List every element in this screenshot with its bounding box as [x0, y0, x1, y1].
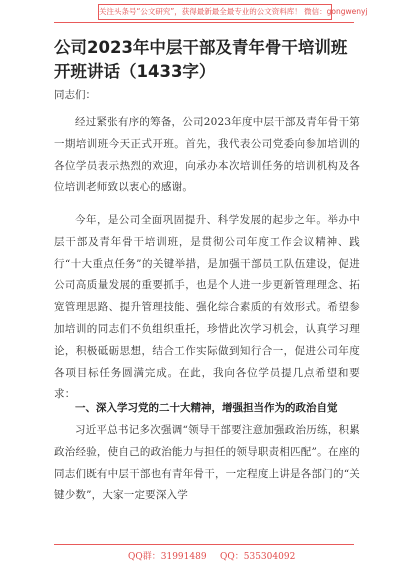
footer-divider	[54, 544, 354, 545]
body-paragraph-3: 习近平总书记多次强调“领导干部要注意加强政治历练，积累政治经验，使自己的政治能力与担任的领导职责相匹配”。在座的同志们既有中层干部也有青年骨干，一定程度上讲是各部门的“关键少数”，大家一定要深入学	[54, 424, 360, 502]
footer-qq-number: QQ：535304092	[220, 552, 296, 562]
salutation: 同志们：	[54, 89, 96, 101]
footer-qq-group: QQ群：31991489	[128, 552, 207, 562]
document-title: 公司2023年中层干部及青年骨干培训班开班讲话（1433字）	[54, 38, 348, 81]
page-footer	[0, 547, 408, 563]
body-paragraph-2: 今年，是公司全面巩固提升、科学发展的起步之年。举办中层干部及青年骨干培训班，是贯彻公司年度工作会议精神、践行“十大重点任务”的关键举措，是加强干部员工队伍建设，促进公司高质量发展的重要抓手，也是个人进一步更新管理理念、拓宽管理思路、提升管理技能、强化综合素质的有效形式。希望参加培训的同志们不负组织重托，珍惜此次学习机会，认真学习理论，积极砥砺思想，结合工作实际做到知行合一，促进公司年度各项目标任务圆满完成。在此，我向各位学员提几点希望和要求：	[54, 214, 360, 401]
promo-banner: 关注头条号“公文研究”，获得最新最全最专业的公文资料库！ 微信：gongwenyj	[98, 4, 332, 20]
header-divider	[54, 22, 354, 23]
body-paragraph-1: 经过紧张有序的筹备，公司2023年度中层干部及青年骨干第一期培训班今天正式开班。首先，我代表公司党委向参加培训的各位学员表示热烈的欢迎，向承办本次培训任务的培训机构及各位培训老师致以衷心的感谢。	[54, 116, 360, 194]
section-heading-1: 一、深入学习党的二十大精神，增强担当作为的政治自觉	[75, 402, 338, 414]
